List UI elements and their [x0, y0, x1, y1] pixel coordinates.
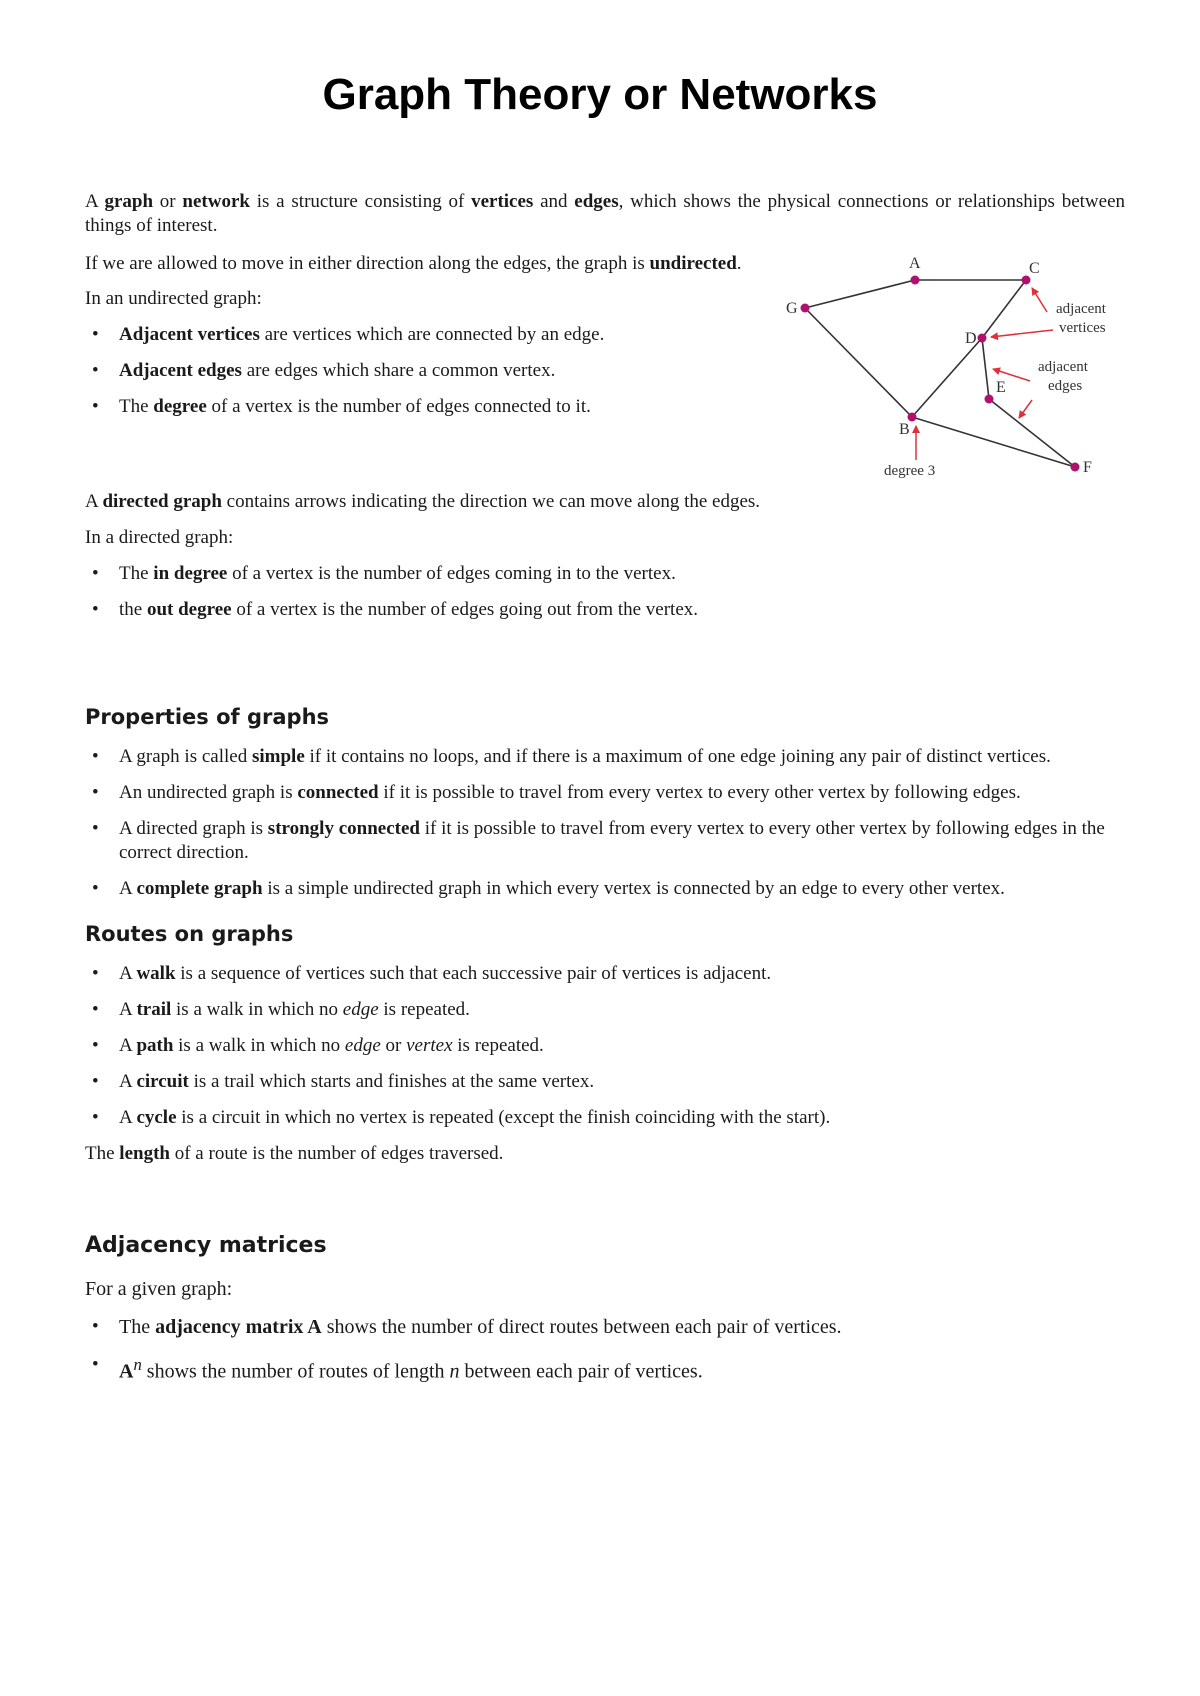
annotation-arrows — [991, 288, 1053, 418]
text: A — [85, 491, 103, 512]
edge-e-f — [989, 399, 1075, 467]
vertex-label-g: G — [786, 300, 798, 317]
text: The — [119, 563, 154, 584]
text: is a circuit in which no vertex is repeated (except the finish coinciding with the start). — [176, 1107, 831, 1128]
term-in-degree: in degree — [153, 563, 228, 584]
emphasis-vertex: vertex — [406, 1035, 453, 1056]
intro-paragraph-graph — [85, 190, 1125, 238]
text: are vertices which are connected by an edge. — [259, 324, 605, 345]
text: if it is possible to travel from every vertex to every other vertex by following edges. — [378, 782, 1021, 803]
text: A — [119, 1035, 137, 1056]
text: A — [119, 1107, 137, 1128]
arrow-to-c — [1032, 288, 1047, 312]
text: The — [119, 396, 154, 417]
text: If we are allowed to move in either direction along the edges, the graph is — [85, 253, 650, 274]
term-cycle: cycle — [136, 1107, 177, 1128]
text: contains arrows indicating the direction we can move along the edges. — [221, 491, 761, 512]
vertex-label-c: C — [1029, 260, 1040, 277]
graph-diagram — [770, 250, 1120, 490]
undirected-section — [85, 252, 745, 419]
term-edges: edges — [574, 191, 619, 212]
text: is a trail which starts and finishes at the same vertex. — [188, 1071, 595, 1092]
bullet-adjacent-vertices — [85, 323, 745, 347]
superscript-n: n — [133, 1355, 142, 1374]
undirected-intro: In an undirected graph: — [85, 288, 262, 309]
bullet-path — [85, 1034, 1125, 1058]
term-circuit: circuit — [136, 1071, 189, 1092]
text: The — [85, 1143, 120, 1164]
vertex-label-e: E — [996, 379, 1006, 396]
term-path: path — [136, 1035, 174, 1056]
term-degree: degree — [153, 396, 207, 417]
edge-d-b — [912, 338, 982, 417]
vertex-label-d: D — [965, 330, 977, 347]
directed-paragraph — [85, 490, 845, 514]
arrow-to-d — [991, 330, 1053, 337]
vertex-g — [801, 304, 810, 313]
bullet-connected — [85, 781, 1125, 805]
term-trail: trail — [136, 999, 172, 1020]
bullet-simple — [85, 745, 1125, 769]
undirected-paragraph — [85, 252, 745, 276]
bullet-adjacency-matrix — [85, 1314, 1125, 1340]
text: A graph is called — [119, 746, 252, 767]
text: is a walk in which no — [173, 1035, 345, 1056]
text: . — [736, 253, 742, 274]
annotation-adjacent-vertices-line1: adjacent — [1056, 301, 1106, 317]
term-connected: connected — [297, 782, 379, 803]
edge-g-a — [805, 280, 915, 308]
annotation-degree: degree 3 — [884, 463, 936, 479]
term-adjacent-edges: Adjacent edges — [119, 360, 242, 381]
term-vertices: vertices — [471, 191, 534, 212]
edge-g-b — [805, 308, 912, 417]
properties-section — [85, 745, 1125, 901]
text: A — [119, 963, 137, 984]
edge-c-d — [982, 280, 1026, 338]
text: The — [119, 1316, 156, 1338]
vertex-e — [985, 395, 994, 404]
bullet-out-degree — [85, 598, 845, 622]
text: or — [153, 191, 183, 212]
text: is repeated. — [452, 1035, 544, 1056]
text: A — [85, 191, 105, 212]
text: shows the number of direct routes between each pair of vertices. — [321, 1316, 842, 1338]
term-simple: simple — [251, 746, 305, 767]
term-graph: graph — [104, 191, 154, 212]
term-length: length — [119, 1143, 170, 1164]
text: is a sequence of vertices such that each successive pair of vertices is adjacent. — [175, 963, 772, 984]
heading-routes: Routes on graphs — [85, 922, 294, 946]
term-directed-graph: directed graph — [102, 491, 222, 512]
term-strongly-connected: strongly connected — [267, 818, 420, 839]
term-adjacency-matrix: adjacency matrix A — [155, 1316, 322, 1338]
bullet-degree — [85, 395, 745, 419]
vertex-a — [911, 276, 920, 285]
text: A — [119, 999, 137, 1020]
text: , which shows the physical connections or relationships between things of interest. — [85, 191, 1125, 236]
term-network: network — [182, 191, 250, 212]
text: or — [380, 1035, 407, 1056]
bullet-adjacent-edges — [85, 359, 745, 383]
text: is a walk in which no — [171, 999, 343, 1020]
bullet-walk — [85, 962, 1125, 986]
vertex-f — [1071, 463, 1080, 472]
annotation-adjacent-edges-line2: edges — [1048, 378, 1083, 394]
text: A directed graph is — [119, 818, 268, 839]
text: if it contains no loops, and if there is a maximum of one edge joining any pair of distinct vertices. — [304, 746, 1051, 767]
annotation-adjacent-edges-line1: adjacent — [1038, 359, 1088, 375]
edge-b-f — [912, 417, 1075, 467]
text: of a vertex is the number of edges coming in to the vertex. — [227, 563, 676, 584]
term-undirected: undirected — [649, 253, 737, 274]
text: and — [533, 191, 575, 212]
bullet-trail — [85, 998, 1125, 1022]
text: of a vertex is the number of edges connected to it. — [206, 396, 591, 417]
text: the — [119, 599, 147, 620]
bullet-circuit — [85, 1070, 1125, 1094]
emphasis-edge: edge — [342, 999, 379, 1020]
vertex-d — [978, 334, 987, 343]
intro-section — [85, 190, 1125, 238]
term-adjacent-vertices: Adjacent vertices — [119, 324, 260, 345]
term-out-degree: out degree — [146, 599, 232, 620]
text: is repeated. — [378, 999, 470, 1020]
bullet-matrix-power — [85, 1352, 1125, 1385]
bullet-complete-graph — [85, 877, 1125, 901]
term-complete-graph: complete graph — [136, 878, 263, 899]
text: if it is possible to travel from every vertex to every other vertex by following edges in the correct direction. — [119, 818, 1105, 863]
adjacency-intro: For a given graph: — [85, 1278, 233, 1300]
vertex-label-a: A — [909, 255, 921, 272]
text: is a structure consisting of — [249, 191, 472, 212]
arrow-to-edge-ef — [1019, 400, 1032, 418]
bullet-cycle — [85, 1106, 1125, 1130]
vertex-label-f: F — [1083, 459, 1092, 476]
term-walk: walk — [136, 963, 176, 984]
emphasis-n: n — [449, 1360, 460, 1383]
text: are edges which share a common vertex. — [241, 360, 556, 381]
annotation-adjacent-vertices-line2: vertices — [1059, 320, 1106, 336]
text: A — [119, 1071, 137, 1092]
text: between each pair of vertices. — [459, 1360, 703, 1383]
text: shows the number of routes of length — [141, 1360, 450, 1383]
emphasis-edge: edge — [344, 1035, 381, 1056]
text: A — [119, 878, 137, 899]
edge-d-e — [982, 338, 989, 399]
directed-intro: In a directed graph: — [85, 527, 234, 548]
routes-section — [85, 962, 1125, 1166]
heading-adjacency: Adjacency matrices — [85, 1233, 327, 1258]
length-paragraph — [85, 1142, 1125, 1166]
text: of a vertex is the number of edges going out from the vertex. — [231, 599, 698, 620]
graph-edges — [805, 280, 1075, 467]
text: An undirected graph is — [119, 782, 298, 803]
page-title: Graph Theory or Networks — [322, 70, 878, 119]
directed-section — [85, 490, 845, 622]
text: is a simple undirected graph in which every vertex is connected by an edge to every other vertex. — [262, 878, 1005, 899]
text: of a route is the number of edges traversed. — [169, 1143, 504, 1164]
heading-properties: Properties of graphs — [85, 705, 330, 729]
term-matrix-a: A — [119, 1360, 134, 1383]
vertex-label-b: B — [899, 421, 910, 438]
bullet-strongly-connected — [85, 817, 1125, 865]
bullet-in-degree — [85, 562, 845, 586]
adjacency-section — [85, 1276, 1125, 1385]
